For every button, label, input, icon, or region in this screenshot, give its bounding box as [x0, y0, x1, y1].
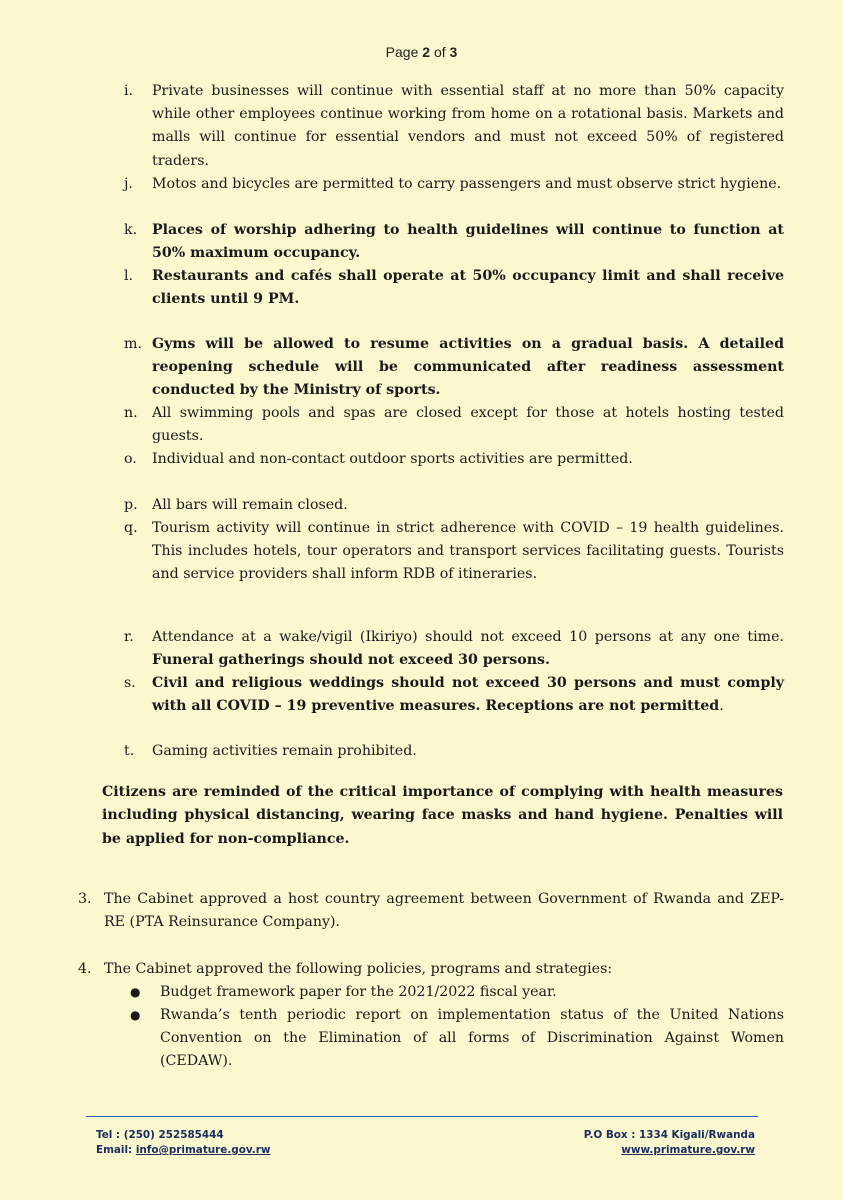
item-text: [152, 494, 784, 517]
page-total: 3: [449, 44, 458, 60]
citizens-reminder: Citizens are reminded of the critical importance of complying with health measures including physical distancing, wearing face masks and hand hygiene. Penalties will be applied for non-compliance.: [102, 784, 783, 847]
item-label: l.: [124, 268, 134, 284]
item-label: s.: [124, 675, 136, 691]
regular-text: Motos and bicycles are permitted to carry passengers and must observe strict hygiene.: [152, 176, 782, 192]
bullet-text: Rwanda’s tenth periodic report on implementation status of the United Nations Convention on the Elimination of all forms of Discrimination Against Women (CEDAW).: [160, 1007, 784, 1069]
bold-text: Civil and religious weddings should not exceed 30 persons and must comply with all COVID – 19 preventive measures. Receptions are not permitted: [152, 675, 784, 715]
footer-tel: [96, 1128, 270, 1143]
item-label: t.: [124, 743, 135, 759]
page-current: 2: [422, 44, 431, 60]
item-text: [152, 402, 784, 448]
regular-text: Attendance at a wake/vigil (Ikiriyo) should not exceed 10 persons at any one time.: [152, 629, 784, 645]
item-text: [152, 626, 784, 672]
bold-text: Restaurants and cafés shall operate at 50% occupancy limit and shall receive clients until 9 PM.: [152, 268, 784, 308]
footer-email: [96, 1143, 270, 1158]
page-number: [0, 44, 843, 60]
item-text: [152, 219, 784, 265]
bold-text: Places of worship adhering to health guidelines will continue to function at 50% maximum occupancy.: [152, 222, 784, 262]
item-text: [152, 517, 784, 587]
bullet-icon: ●: [130, 1008, 141, 1022]
bullet-list: [130, 981, 784, 1073]
regular-text: Individual and non-contact outdoor sports activities are permitted.: [152, 451, 633, 467]
regular-text: Private businesses will continue with essential staff at no more than 50% capacity while other employees continue working from home on a rotational basis. Markets and malls will continue for essential vendors and must not exceed 50% of registered traders.: [152, 83, 784, 169]
tel-value: (250) 252585444: [123, 1129, 224, 1141]
item-text: [152, 740, 784, 763]
page-prefix: Page: [385, 44, 423, 60]
regular-text: All swimming pools and spas are closed except for those at hotels hosting tested guests.: [152, 405, 784, 445]
item-text: [152, 80, 784, 173]
item-text: [152, 265, 784, 311]
item-label: m.: [124, 336, 142, 352]
bullet-icon: ●: [130, 985, 141, 999]
item-label: r.: [124, 629, 134, 645]
bullet-item: [130, 981, 784, 1004]
email-link[interactable]: info@primature.gov.rw: [135, 1144, 271, 1156]
footer-divider: [86, 1116, 758, 1117]
bold-text: Gyms will be allowed to resume activities on a gradual basis. A detailed reopening schedule will be communicated after readiness assessment conducted by the Ministry of sports.: [152, 336, 784, 399]
tel-label: Tel :: [96, 1129, 124, 1141]
item-text: [152, 333, 784, 403]
bold-text: Funeral gatherings should not exceed 30 persons.: [152, 652, 550, 669]
item-number: 3.: [78, 891, 92, 907]
email-label: Email:: [96, 1144, 136, 1156]
bullet-text: Budget framework paper for the 2021/2022 fiscal year.: [160, 984, 557, 1000]
item-label: k.: [124, 222, 138, 238]
item-label: o.: [124, 451, 137, 467]
item-number: 4.: [78, 961, 92, 977]
regular-text: Tourism activity will continue in strict adherence with COVID – 19 health guidelines. This includes hotels, tour operators and transport services facilitating guests. Tourists and service providers shall inform RDB of itineraries.: [152, 520, 784, 583]
footer-contact: [96, 1128, 270, 1158]
regular-text: .: [719, 698, 724, 715]
item-text: The Cabinet approved a host country agreement between Government of Rwanda and ZEP-RE (PTA Reinsurance Company).: [104, 891, 784, 930]
regular-text: Gaming activities remain prohibited.: [152, 743, 417, 759]
website-link[interactable]: www.primature.gov.rw: [621, 1144, 755, 1156]
item-label: n.: [124, 405, 138, 421]
item-text: The Cabinet approved the following policies, programs and strategies:: [104, 961, 613, 977]
item-label: q.: [124, 520, 138, 536]
item-label: i.: [124, 83, 134, 99]
item-label: j.: [124, 176, 133, 192]
page-mid: of: [430, 44, 450, 60]
footer-address: [584, 1128, 755, 1158]
regular-text: All bars will remain closed.: [152, 497, 348, 513]
item-text: [152, 173, 784, 196]
bullet-item: [130, 1004, 784, 1073]
footer-pobox: P.O Box : 1334 Kigali/Rwanda: [583, 1129, 755, 1141]
item-text: [152, 448, 784, 471]
item-label: p.: [124, 497, 138, 513]
item-text: [152, 672, 784, 718]
